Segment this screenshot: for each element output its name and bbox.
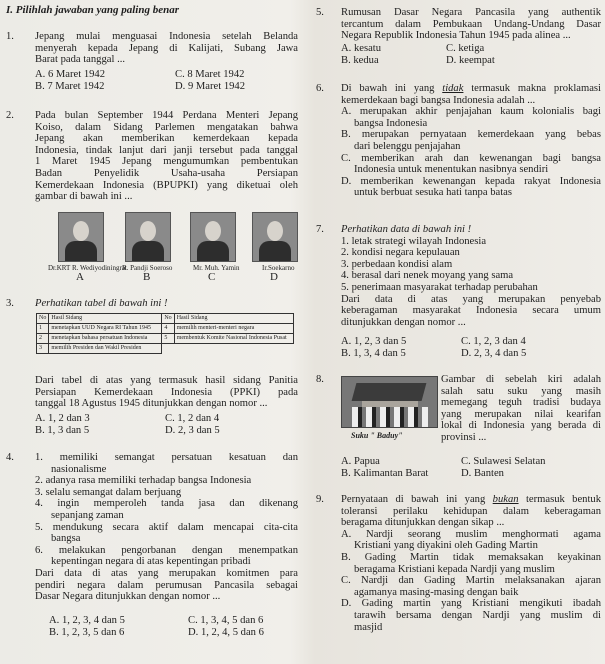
question-number: 9.: [316, 494, 324, 505]
question-text-line: beragama ditunjukkan dengan sikap ...: [341, 517, 505, 529]
option-a[interactable]: A: [76, 271, 84, 283]
table-cell: memilih menteri-menteri negara: [174, 324, 293, 334]
question-text-line: lokal di Indonesia yang berada di: [441, 420, 601, 432]
question-intro: Perhatikan tabel di bawah ini !: [35, 298, 168, 309]
option-d[interactable]: D: [270, 271, 278, 283]
table-header: Hasil Sidang: [49, 314, 162, 324]
option-a-cont: bangsa Indonesia: [354, 117, 428, 129]
question-number: 1.: [6, 31, 14, 42]
question-text-line: kemerdekaan bagi bangsa Indonesia adalah ...: [341, 94, 536, 106]
question-text-line: pendiri negara dalam perumusan Pancasila sebagai: [35, 579, 298, 591]
question-text-line: Pada bulan September 1944 Perdana Menteri Jepang: [35, 110, 298, 121]
baduy-photo: [341, 376, 438, 428]
option-a[interactable]: A. 1, 2, 3, 4 dan 5: [49, 615, 125, 626]
photo-soeroso[interactable]: [125, 212, 171, 262]
photo-caption: R. Pandji Soeroso: [122, 264, 173, 272]
question-text-line: Jepang mulai menguasai Indonesia setelah Belanda: [35, 31, 298, 42]
option-c-cont: agamanya masing-masing dengan baik: [354, 586, 519, 598]
table-cell: memilih Presiden dan Wakil Presiden: [49, 344, 162, 354]
option-d[interactable]: D. 2, 3 dan 5: [165, 425, 220, 436]
list-item: 2. kondisi negara kepulauan: [341, 247, 460, 259]
question-text-line: Badan Penyelidik Usaha-usaha Persiapan: [35, 167, 298, 179]
list-item: 5. penerimaan masyarakat terhadap perubahan: [341, 281, 538, 293]
option-b[interactable]: B. 1, 3 dan 5: [35, 425, 90, 436]
question-text-line: yang merupakan nilai kearifan: [441, 408, 601, 420]
option-c[interactable]: C. Nardji dan Gading Martin melaksanakan ajaran: [341, 575, 601, 587]
option-a[interactable]: A. merupakan akhir penjajahan kaum kolonialis bagi: [341, 106, 601, 118]
option-a-cont: Kristiani yang diyakini oleh Gading Martin: [354, 540, 538, 552]
option-c[interactable]: C. 1, 3, 4, 5 dan 6: [188, 615, 264, 626]
table-cell: 3: [37, 344, 49, 354]
option-b[interactable]: B. 1, 3, 4 dan 5: [341, 348, 406, 359]
option-c[interactable]: C. memberikan arah dan kewenangan bagi bangsa: [341, 152, 601, 164]
question-intro: Perhatikan data di bawah ini !: [341, 224, 472, 235]
option-d[interactable]: D. keempat: [446, 55, 495, 66]
photo-caption: Dr.KRT R. Wediyodiningrat: [48, 264, 127, 272]
photo-options: [0, 210, 304, 290]
option-b-cont: dari belenggu penjajahan: [354, 140, 461, 152]
option-b[interactable]: B: [143, 271, 151, 283]
question-text-line: keberagaman masyarakat Indonesia secara umum: [341, 305, 601, 317]
list-item: 3. selalu semangat dalam berjuang: [35, 486, 182, 498]
question-number: 4.: [6, 452, 14, 463]
question-text-line: Jepang akan memberikan kemerdekaan kepada: [35, 133, 298, 145]
question-number: 8.: [316, 374, 324, 385]
list-item: kepentingan negara di atas kepentingan pribadi: [51, 556, 251, 568]
option-c[interactable]: C. Sulawesi Selatan: [461, 456, 546, 467]
question-text-line: Dari tabel di atas yang termasuk hasil sidang Panitia: [35, 375, 298, 386]
list-item: 2. adanya rasa memiliki terhadap bangsa Indonesia: [35, 475, 252, 487]
table-cell: membentuk Komite Nasional Indonesia Pusat: [174, 334, 293, 344]
question-text-line: Dari data di atas yang merupakan komitmen para: [35, 567, 298, 579]
option-d-cont: tarawih bersama dengan Nardji yang muslim di: [354, 609, 601, 621]
option-a[interactable]: A. Nardji seorang muslim menghormati agama: [341, 528, 601, 540]
table-cell: menetapkan UUD Negara RI Tahun 1945: [49, 324, 162, 334]
option-b[interactable]: B. 7 Maret 1942: [35, 81, 105, 92]
sidang-table: [36, 313, 294, 354]
list-item: bangsa: [51, 533, 81, 545]
question-text-line: tanggal 18 Agustus 1945 ditunjukkan dengan nomor ...: [35, 398, 268, 410]
option-d-cont: masjid: [354, 621, 383, 633]
photo-caption: Suku " Baduy": [351, 431, 403, 440]
section-heading: I. Pilihlah jawaban yang paling benar: [6, 4, 179, 16]
table-cell: 2: [37, 334, 49, 344]
list-item: 1. letak strategi wilayah Indonesia: [341, 235, 487, 247]
table-cell: 1: [37, 324, 49, 334]
option-c[interactable]: C. 8 Maret 1942: [175, 69, 245, 80]
question-text-line: menyerah kepada Jepang di Kalijati, Subang Jawa: [35, 42, 298, 54]
question-number: 2.: [6, 110, 14, 121]
option-d[interactable]: D. 9 Maret 1942: [175, 81, 246, 92]
question-text-line: Persiapan Kemerdekaan Indonesia (PPKI) pada: [35, 386, 298, 398]
option-a[interactable]: A. 1, 2 dan 3: [35, 413, 90, 424]
question-text-line: provinsi ...: [441, 431, 487, 443]
table-cell: menetapkan bahasa persatuan Indonesia: [49, 334, 162, 344]
option-c[interactable]: C: [208, 271, 216, 283]
question-text-line: Di bawah ini yang tidak termasuk makna proklamasi: [341, 83, 601, 94]
question-8: [316, 374, 601, 484]
question-text-line: Dari data di atas yang merupakan penyebab: [341, 293, 601, 305]
option-d[interactable]: D. 1, 2, 4, 5 dan 6: [188, 627, 264, 638]
option-b[interactable]: B. 1, 2, 3, 5 dan 6: [49, 627, 125, 638]
question-number: 5.: [316, 7, 324, 18]
table-cell: [162, 344, 174, 354]
option-b[interactable]: B. kedua: [341, 55, 379, 66]
list-item: 4. ingin memperoleh tanda jasa dan dikenang: [35, 498, 298, 510]
option-a[interactable]: A. 1, 2, 3 dan 5: [341, 336, 407, 347]
question-text-line: gambar di bawah ini ...: [35, 191, 133, 203]
list-item: 3. perbedaan kondisi alam: [341, 258, 453, 270]
question-text-line: memegang teguh tradisi budaya: [441, 397, 601, 409]
table-cell: 4: [162, 324, 174, 334]
question-text-line: Gambar di sebelah kiri adalah: [441, 374, 601, 385]
option-d[interactable]: D. Gading martin yang Kristiani mengikuti ibadah: [341, 598, 601, 610]
question-text-line: Indonesia, tindak lanjut dari janji tersebut pada tanggal: [35, 144, 298, 156]
question-text-line: Koiso, dalam Sidang Parlemen mengatakan bahwa: [35, 121, 298, 133]
question-text-line: Rumusan Dasar Negara Pancasila yang authentik: [341, 7, 601, 18]
question-number: 3.: [6, 298, 14, 309]
photo-yamin[interactable]: [190, 212, 236, 262]
option-c-cont: Indonesia untuk menentukan nasibnya sendiri: [354, 164, 549, 176]
option-a[interactable]: A. kesatu: [341, 43, 382, 54]
option-d-cont: untuk berbuat sesuka hati tanpa batas: [354, 187, 512, 199]
option-c[interactable]: C. ketiga: [446, 43, 485, 54]
list-item: 1. memiliki semangat persatuan kesatuan dan: [35, 452, 298, 463]
photo-caption: Mr. Muh. Yamin: [193, 264, 240, 272]
option-a[interactable]: A. 6 Maret 1942: [35, 69, 106, 80]
table-header: No: [162, 314, 174, 324]
negation-word: tidak: [442, 83, 464, 94]
table-cell: 5: [162, 334, 174, 344]
option-d[interactable]: D. Banten: [461, 468, 504, 479]
table-cell: [174, 344, 293, 354]
question-text-line: Barat pada tanggal ...: [35, 54, 126, 66]
list-item: 6. melakukan pengorbanan dengan menempatkan: [35, 544, 298, 556]
question-text-line: Kemerdekaan Indonesia (BPUPKI) yang diketuai oleh: [35, 179, 298, 191]
list-item: 4. berasal dari nenek moyang yang sama: [341, 270, 514, 282]
question-text-line: Dasar Negara ditunjukkan dengan nomor ...: [35, 591, 221, 603]
photo-wediyodiningrat[interactable]: [58, 212, 104, 262]
question-text-line: salah satu suku yang masih: [441, 385, 601, 397]
option-c[interactable]: C. 1, 2 dan 4: [165, 413, 220, 424]
table-header: Hasil Sidang: [174, 314, 293, 324]
option-b[interactable]: B. Gading Martin tidak memaksakan keyakinan: [341, 551, 601, 563]
list-item: nasionalisme: [51, 463, 107, 475]
question-text-line: ditunjukkan dengan nomor ...: [341, 316, 466, 328]
question-number: 7.: [316, 224, 324, 235]
photo-soekarno[interactable]: [252, 212, 298, 262]
question-number: 6.: [316, 83, 324, 94]
option-b[interactable]: B. merupakan pernyataan kemerdekaan yang bebas: [341, 129, 601, 141]
question-text-line: toleransi perilaku kehidupan dalam keberagaman: [341, 505, 601, 517]
question-text-line: tercantum dalam Pembukaan Undang-Undang Dasar: [341, 18, 601, 30]
option-a[interactable]: A. Papua: [341, 456, 380, 467]
option-d[interactable]: D. 2, 3, 4 dan 5: [461, 348, 527, 359]
option-d[interactable]: D. memberikan kewenangan kepada rakyat Indonesia: [341, 175, 601, 187]
option-b[interactable]: B. Kalimantan Barat: [341, 468, 429, 479]
question-text-line: Pernyataan di bawah ini yang bukan termasuk bentuk: [341, 494, 602, 505]
photo-caption: Ir.Soekarno: [262, 264, 295, 272]
table-header: No: [37, 314, 49, 324]
option-c[interactable]: C. 1, 2, 3 dan 4: [461, 336, 526, 347]
question-text-line: 1 Maret 1945 Jepang mengumumkan pembentukan: [35, 156, 298, 168]
list-item: 5. mendukung secara aktif dalam mencapai cita-cita: [35, 521, 298, 533]
list-item: sepanjang zaman: [51, 509, 124, 521]
negation-word: bukan: [492, 494, 519, 505]
question-text-line: Negara Republik Indonesia Tahun 1945 pada alinea ...: [341, 30, 571, 42]
option-b-cont: beragama Kristiani kepada Nardji yang muslim: [354, 563, 555, 575]
